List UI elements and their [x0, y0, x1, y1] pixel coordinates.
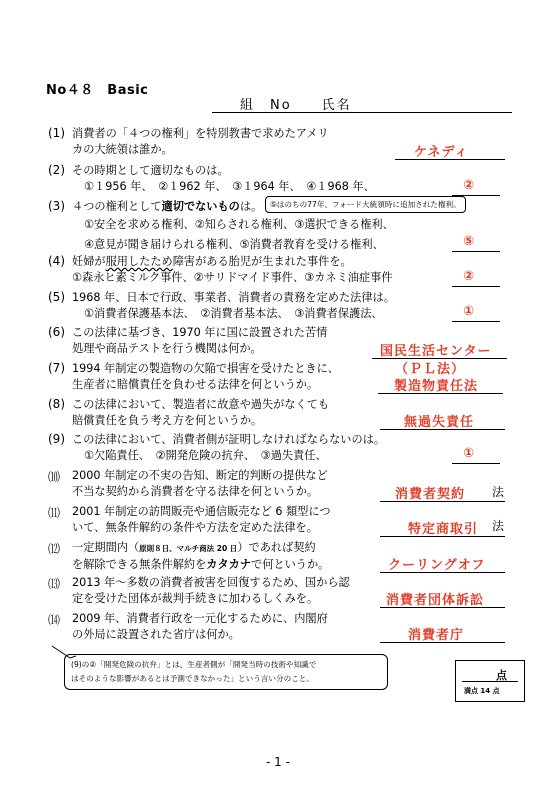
answer-line: [452, 286, 500, 287]
question-text: 一定期間内（原則８日、マルチ商法 20 日）であれば契約 を解除できる無条件解約をカタカナで何というか。: [72, 541, 330, 571]
answer-line: [452, 251, 500, 252]
question-number: (7): [48, 361, 65, 375]
question-text: この法律において、消費者側が証明しなければならないのは。 ①欠陥責任、 ②開発危険の抗弁、 ③過失責任、: [72, 433, 386, 462]
question-text: ４つの権利として適切でないものは。 ①安全を求める権利、②知らされる権利、③選択できる権利、 ④意見が聞き届けられる権利、⑤消費者教育を受ける権利、: [72, 200, 394, 251]
answer-line: [380, 429, 505, 430]
question-text: 2001 年制定の訪問販売や通信販売など 6 類型につ いて、無条件解約の条件や方法を定めた法律を。: [72, 505, 331, 534]
question-text: 1968 年、日本で行政、事業者、消費者の責務を定めた法律は。 ①消費者保護基本法、 ②消費者基本法、 ③消費者保護法、: [72, 291, 395, 320]
answer-text: ケネディ: [414, 145, 469, 160]
answer-text: クーリングオフ: [388, 558, 486, 573]
page-number: - 1 -: [266, 755, 290, 769]
answer-text: 消費者契約: [395, 487, 466, 502]
question-number: (8): [48, 397, 65, 411]
question-text: この法律において、製造者に故意や過失がなくても 賠償責任を負う考え方を何というか。: [72, 398, 330, 427]
answer-text: 消費者庁: [408, 628, 465, 643]
question-text: 2009 年、消費者行政を一元化するために、内閣府 の外局に設置された省庁は何か。: [72, 612, 328, 641]
answer-suffix: 法: [492, 519, 505, 533]
question-text: 2013 年～多数の消費者被害を回復するため、国から認 定を受けた団体が裁判手続きに加わるしくみを。: [72, 576, 350, 605]
question-number: (4): [48, 254, 65, 268]
question-text: 妊婦が服用したため障害がある胎児が生まれた事件を。 ①森永ヒ素ミルク事件、②サリドマイド事件、③カネミ油症事件: [72, 255, 393, 284]
answer-line: [378, 393, 503, 394]
question-number: ⑿: [48, 542, 61, 556]
callout-note: ⑤はのちの77年、フォード大統領時に追加された権利。: [265, 196, 466, 213]
question-number: ⒁: [48, 613, 61, 627]
score-unit: 点: [496, 669, 507, 682]
answer-abbreviation: （ＰＬ法）: [395, 362, 466, 377]
callout-pointer: [50, 644, 80, 664]
answer-text: 消費者団体訴訟: [386, 593, 485, 608]
answer-line: [380, 501, 505, 502]
question-text: その時期として適切なものは。 ①１956 年、 ②１962 年、 ③１964 年、 ④１968 年、: [72, 164, 375, 193]
question-number: ⑾: [48, 506, 61, 520]
question-text: 1994 年制定の製造物の欠陥で損害を受けたときに、 生産者に賠償責任を負わせる法律を何というか。: [72, 362, 339, 391]
question-text: この法律に基づき、1970 年に国に設置された苦情 処理や商品テストを行う機関は何か。: [72, 326, 328, 355]
answer-line: [380, 572, 505, 573]
question-text: 消費者の「４つの権利」を特別教書で求めたアメリ カの大統領は誰か。: [72, 127, 329, 156]
question-number: ⑽: [48, 470, 61, 484]
question-number: (9): [48, 432, 65, 446]
question-number: (2): [48, 163, 65, 177]
answer-text: 無過失責任: [404, 415, 475, 430]
answer-line: [452, 463, 500, 464]
answer-line: [380, 607, 505, 608]
worksheet-title: No４８ Basic: [46, 83, 149, 98]
answer-line: [452, 321, 500, 322]
answer-text: 特定商取引: [408, 522, 479, 537]
name-row: 組 No 氏名: [240, 98, 352, 113]
question-number: (1): [48, 126, 65, 140]
question-number: ⒀: [48, 577, 61, 591]
answer-text: ②: [463, 269, 476, 284]
max-score: 満点 14 点: [464, 687, 500, 695]
question-number: (3): [48, 199, 65, 213]
score-divider: [462, 681, 518, 682]
answer-suffix: 法: [492, 485, 505, 499]
explanation-note: (9)の②「開発危険の抗弁」とは、生産者側が「開発当時の技術や知識で はそのような影響があるとは予測できなかった」という言い分のこと。: [64, 654, 388, 690]
answer-text: ①: [463, 446, 476, 461]
name-underline: [212, 112, 512, 113]
answer-line: [380, 642, 505, 643]
question-text: 2000 年制定の不実の告知、断定的判断の提供など 不当な契約から消費者を守る法律を何というか。: [72, 469, 328, 498]
answer-text: ⑤: [463, 234, 476, 249]
answer-text: ②: [463, 178, 476, 193]
answer-line: [380, 536, 505, 537]
answer-text: 国民生活センター: [380, 344, 492, 359]
question-number: (6): [48, 325, 65, 339]
answer-text: 製造物責任法: [394, 379, 479, 394]
answer-line: [395, 159, 505, 160]
question-number: (5): [48, 290, 65, 304]
answer-text: ①: [463, 304, 476, 319]
score-box: [455, 660, 525, 702]
